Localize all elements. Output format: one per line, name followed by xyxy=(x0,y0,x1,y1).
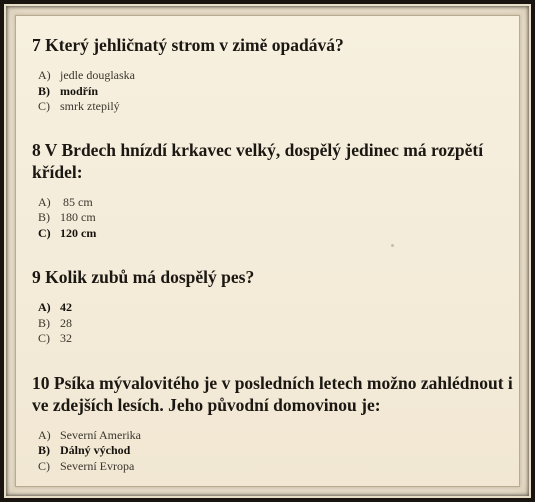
answer-option-correct xyxy=(38,300,517,316)
option-letter: B) xyxy=(38,315,50,330)
option-letter: C) xyxy=(38,458,50,473)
question-10 xyxy=(32,372,517,475)
answer-list xyxy=(38,300,517,347)
option-letter: A) xyxy=(38,300,51,314)
option-text: Severní Evropa xyxy=(60,458,135,473)
question-title: 9 Kolik zubů má dospělý pes? xyxy=(32,267,255,287)
answer-option xyxy=(38,210,517,226)
question-title: 7 Který jehličnatý strom v zimě opadává? xyxy=(32,35,344,55)
option-letter: B) xyxy=(38,210,50,224)
answer-list xyxy=(38,68,517,115)
question-title: 10 Psíka mývalovitého je v posledních letech možno zahlédnout i ve zdejších lesích. Jeho původní domovinou je: xyxy=(32,372,513,415)
option-letter: C) xyxy=(38,331,50,345)
option-letter: C) xyxy=(38,225,51,240)
option-text: 32 xyxy=(60,331,72,345)
option-letter: A) xyxy=(38,68,51,82)
option-letter: B) xyxy=(38,443,50,457)
option-text: 42 xyxy=(60,300,72,314)
answer-option-correct xyxy=(38,443,517,459)
quiz-content xyxy=(32,34,517,474)
option-text: smrk ztepilý xyxy=(60,99,120,113)
answer-option xyxy=(38,331,517,347)
answer-option-correct xyxy=(38,226,517,242)
option-text: 28 xyxy=(60,315,72,330)
answer-option xyxy=(38,459,517,475)
option-letter: C) xyxy=(38,99,50,113)
photo-frame xyxy=(4,4,531,498)
option-letter: A) xyxy=(38,427,51,442)
option-text: 180 cm xyxy=(60,210,96,224)
option-text: modřín xyxy=(60,83,99,98)
option-text: Dálný východ xyxy=(60,443,131,457)
answer-option xyxy=(38,99,517,115)
option-letter: A) xyxy=(38,194,51,209)
answer-list xyxy=(38,195,517,242)
answer-option xyxy=(38,68,517,84)
answer-option xyxy=(38,316,517,332)
answer-option xyxy=(38,195,517,211)
option-text: 85 cm xyxy=(60,194,93,209)
question-7 xyxy=(32,34,517,115)
answer-option-correct xyxy=(38,84,517,100)
option-text: 120 cm xyxy=(60,225,97,240)
answer-list xyxy=(38,428,517,475)
option-letter: B) xyxy=(38,83,50,98)
option-text: Severní Amerika xyxy=(60,427,141,442)
option-text: jedle douglaska xyxy=(60,68,135,82)
question-title: 8 V Brdech hnízdí krkavec velký, dospělý jedinec má rozpětí křídel: xyxy=(32,139,484,182)
answer-option xyxy=(38,428,517,444)
question-8 xyxy=(32,139,517,242)
question-9 xyxy=(32,266,517,347)
